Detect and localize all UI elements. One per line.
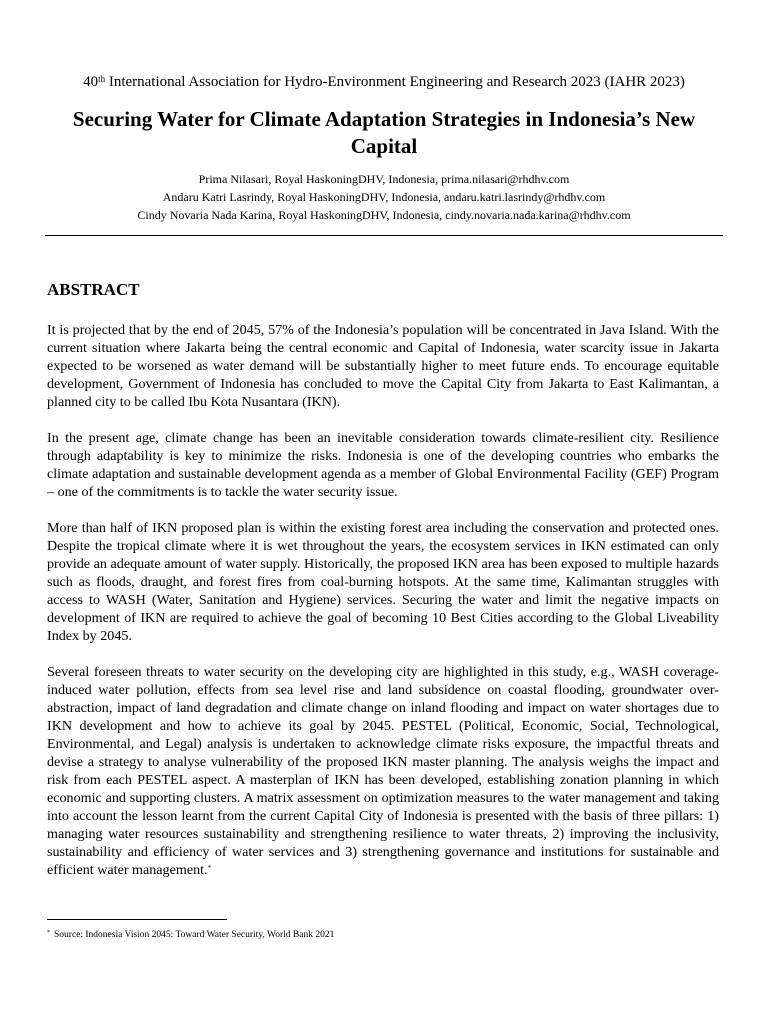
footnote-divider xyxy=(47,919,227,920)
abstract-heading: ABSTRACT xyxy=(47,280,140,299)
footnote-marker: * xyxy=(47,930,50,936)
abstract-body xyxy=(47,321,719,897)
abstract-paragraph xyxy=(47,663,719,879)
footnote xyxy=(47,929,334,941)
author-line: Andaru Katri Lasrindy, Royal HaskoningDHV, Indonesia, andaru.katri.lasrindy@rhdhv.com xyxy=(162,190,606,204)
abstract-paragraph-text: Several foreseen threats to water security on the developing city are highlighted in this study, e.g., WASH coverage-induced water pollution, effects from sea level rise and land subsidence on coastal flooding, groundwater over-abstraction, impact of land degradation and climate change on inland flooding and impact on water shortages due to IKN development and how to achieve its goal by 2045. PESTEL (Political, Economic, Social, Technological, Environmental, and Legal) analysis is undertaken to acknowledge climate risks exposure, the impactful threats and devise a strategy to analyse vulnerability of the proposed IKN master planning. The analysis weighs the impact and risk from each PESTEL aspect. A masterplan of IKN has been developed, establishing zonation planning in which economic and supporting clusters. A matrix assessment on optimization measures to the water management and taking into account the lesson learnt from the current Capital City of Indonesia is presented with the basis of three pillars: 1) managing water resources sustainability and strengthening resilience to water threats, 2) improving the inclusivity, sustainability and efficiency of water services and 3) strengthening governance and institutions for sustainable and efficient water management. xyxy=(47,664,719,878)
abstract-paragraph: More than half of IKN proposed plan is within the existing forest area including the conservation and protected ones. Despite the tropical climate where it is wet throughout the years, the ecosystem services in IKN estimated can only provide an adequate amount of water supply. Historically, the proposed IKN area has been exposed to multiple hazards such as floods, draught, and forest fires from coal-burning hotspots. At the same time, Kalimantan struggles with access to WASH (Water, Sanitation and Hygiene) services. Securing the water and limit the negative impacts on development of IKN are required to achieve the goal of becoming 10 Best Cities according to the Global Liveability Index by 2045. xyxy=(47,520,719,644)
conference-ordinal-suffix: th xyxy=(98,74,106,84)
paper-title: Securing Water for Climate Adaptation Strategies in Indonesia’s New Capital xyxy=(72,107,696,158)
footnote-reference[interactable]: * xyxy=(207,864,212,872)
abstract-paragraph: In the present age, climate change has been an inevitable consideration towards climate-resilient city. Resilience through adaptability is key to minimize the risks. Indonesia is one of the developing countries who embarks the climate adaptation and sustainable development agenda as a member of Global Environmental Facility (GEF) Program – one of the commitments is to tackle the water security issue. xyxy=(47,430,719,500)
author-list xyxy=(0,170,768,224)
conference-header xyxy=(0,73,768,91)
conference-name: International Association for Hydro-Environment Engineering and Research 2023 (IAHR 2023) xyxy=(105,74,685,90)
abstract-paragraph: It is projected that by the end of 2045, 57% of the Indonesia’s population will be concentrated in Java Island. With the current situation where Jakarta being the central economic and Capital of Indonesia, water scarcity issue in Jakarta expected to be worsened as water demand will be substantially higher to meet future ends. To encourage equitable development, Government of Indonesia has concluded to move the Capital City from Jakarta to East Kalimantan, a planned city to be called Ibu Kota Nusantara (IKN). xyxy=(47,322,719,410)
conference-ordinal: 40 xyxy=(83,74,99,90)
author-line: Prima Nilasari, Royal HaskoningDHV, Indonesia, prima.nilasari@rhdhv.com xyxy=(198,172,570,186)
footnote-text: Source: Indonesia Vision 2045: Toward Water Security, World Bank 2021 xyxy=(54,930,335,940)
header-divider xyxy=(45,235,723,236)
author-line: Cindy Novaria Nada Karina, Royal HaskoningDHV, Indonesia, cindy.novaria.nada.karina@rhdhv.com xyxy=(137,208,631,222)
